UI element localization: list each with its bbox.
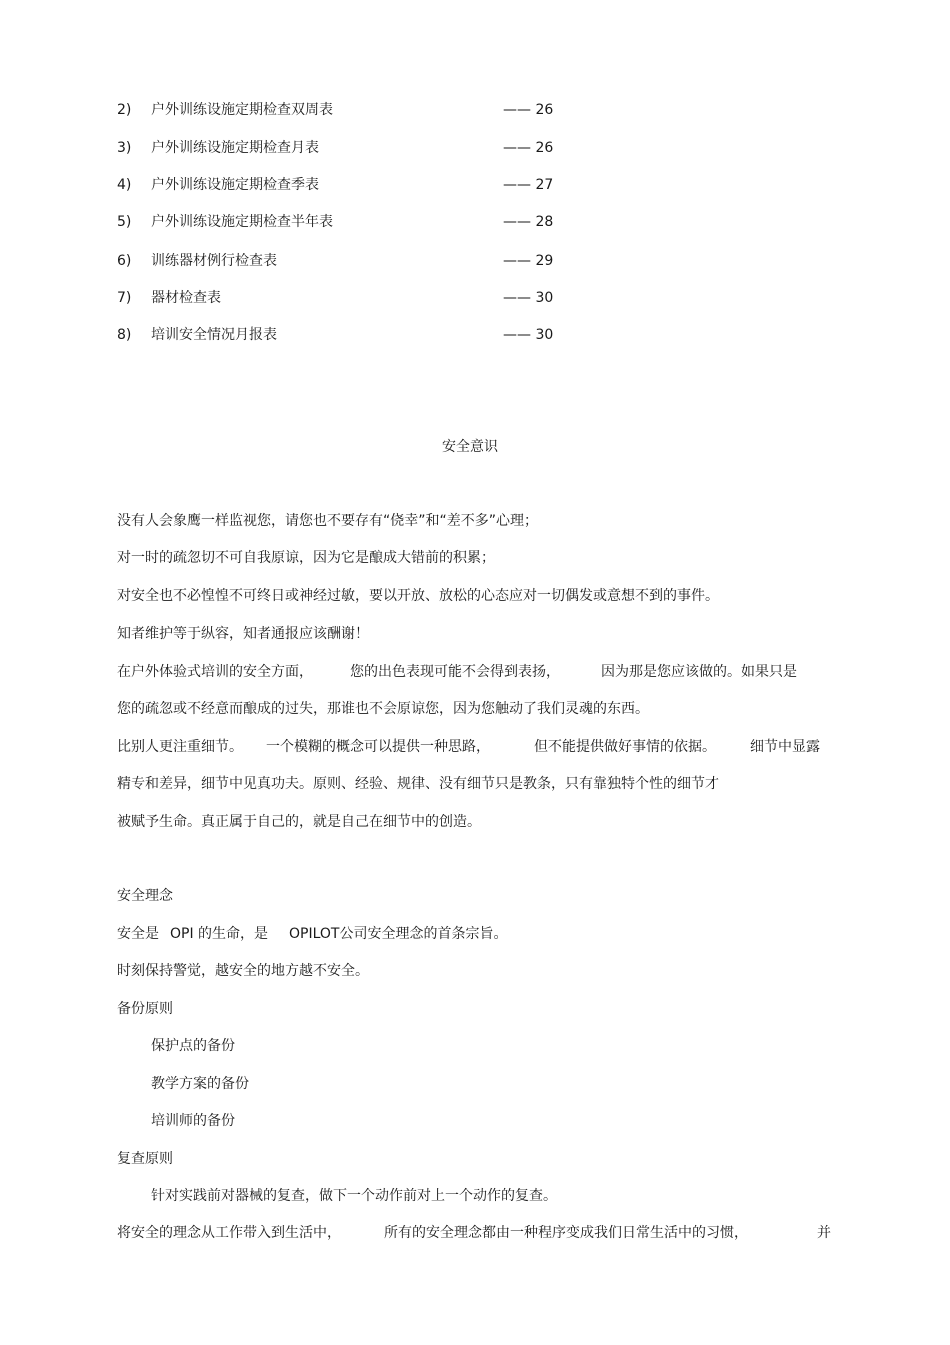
toc-page: —— 30 — [503, 290, 554, 306]
toc-title: 户外训练设施定期检查半年表 — [151, 214, 333, 230]
paragraph-line-segment: 将安全的理念从工作带入到生活中， — [117, 1225, 341, 1241]
paragraph-line: 对一时的疏忽切不可自我原谅，因为它是酿成大错前的积累； — [117, 550, 495, 566]
toc-page: —— 27 — [503, 177, 554, 193]
paragraph-line: 对安全也不必惶惶不可终日或神经过敏，要以开放、放松的心态应对一切偶发或意想不到的事件。 — [117, 588, 719, 604]
toc-page: —— 29 — [503, 253, 554, 269]
list-item: 针对实践前对器械的复查，做下一个动作前对上一个动作的复查。 — [151, 1188, 557, 1204]
list-item: 培训师的备份 — [151, 1113, 235, 1129]
toc-number: 8) — [117, 327, 132, 343]
paragraph-line: 知者维护等于纵容，知者通报应该酬谢！ — [117, 626, 369, 642]
section-heading: 安全理念 — [117, 888, 173, 904]
toc-number: 5) — [117, 214, 132, 230]
toc-page: —— 26 — [503, 140, 554, 156]
paragraph-line-segment: OPI 的生命，是 — [170, 926, 269, 942]
paragraph-line-segment: 所有的安全理念都由一种程序变成我们日常生活中的习惯， — [384, 1225, 748, 1241]
paragraph-line: 没有人会象鹰一样监视您，请您也不要存有“侥幸”和“差不多”心理； — [117, 513, 539, 529]
subsection-heading: 备份原则 — [117, 1001, 173, 1017]
section-title: 安全意识 — [442, 439, 498, 455]
paragraph-line-segment: 比别人更注重细节。 — [117, 739, 243, 755]
toc-page: —— 26 — [503, 102, 554, 118]
toc-number: 6) — [117, 253, 132, 269]
paragraph-line-segment: 细节中显露 — [750, 739, 820, 755]
toc-page: —— 28 — [503, 214, 554, 230]
toc-title: 训练器材例行检查表 — [151, 253, 277, 269]
toc-title: 培训安全情况月报表 — [151, 327, 277, 343]
toc-title: 户外训练设施定期检查季表 — [151, 177, 319, 193]
list-item: 教学方案的备份 — [151, 1076, 249, 1092]
paragraph-line-segment: 在户外体验式培训的安全方面， — [117, 664, 313, 680]
paragraph-line-segment: 并 — [817, 1225, 831, 1241]
paragraph-line-segment: 安全是 — [117, 926, 159, 942]
toc-number: 2) — [117, 102, 132, 118]
paragraph-line-segment: OPILOT公司安全理念的首条宗旨。 — [289, 926, 508, 942]
subsection-heading: 复查原则 — [117, 1151, 173, 1167]
paragraph-line-segment: 一个模糊的概念可以提供一种思路， — [266, 739, 490, 755]
paragraph-line: 时刻保持警觉，越安全的地方越不安全。 — [117, 963, 369, 979]
toc-number: 3) — [117, 140, 132, 156]
toc-title: 器材检查表 — [151, 290, 221, 306]
paragraph-line: 精专和差异，细节中见真功夫。原则、经验、规律、没有细节只是教条，只有靠独特个性的细节才 — [117, 776, 719, 792]
paragraph-line-segment: 但不能提供做好事情的依据。 — [534, 739, 716, 755]
paragraph-line: 被赋予生命。真正属于自己的，就是自己在细节中的创造。 — [117, 814, 481, 830]
paragraph-line: 您的疏忽或不经意而酿成的过失，那谁也不会原谅您，因为您触动了我们灵魂的东西。 — [117, 701, 649, 717]
toc-page: —— 30 — [503, 327, 554, 343]
toc-number: 7) — [117, 290, 132, 306]
list-item: 保护点的备份 — [151, 1038, 235, 1054]
toc-title: 户外训练设施定期检查月表 — [151, 140, 319, 156]
paragraph-line-segment: 您的出色表现可能不会得到表扬， — [350, 664, 560, 680]
toc-number: 4) — [117, 177, 132, 193]
toc-title: 户外训练设施定期检查双周表 — [151, 102, 333, 118]
paragraph-line-segment: 因为那是您应该做的。如果只是 — [601, 664, 797, 680]
